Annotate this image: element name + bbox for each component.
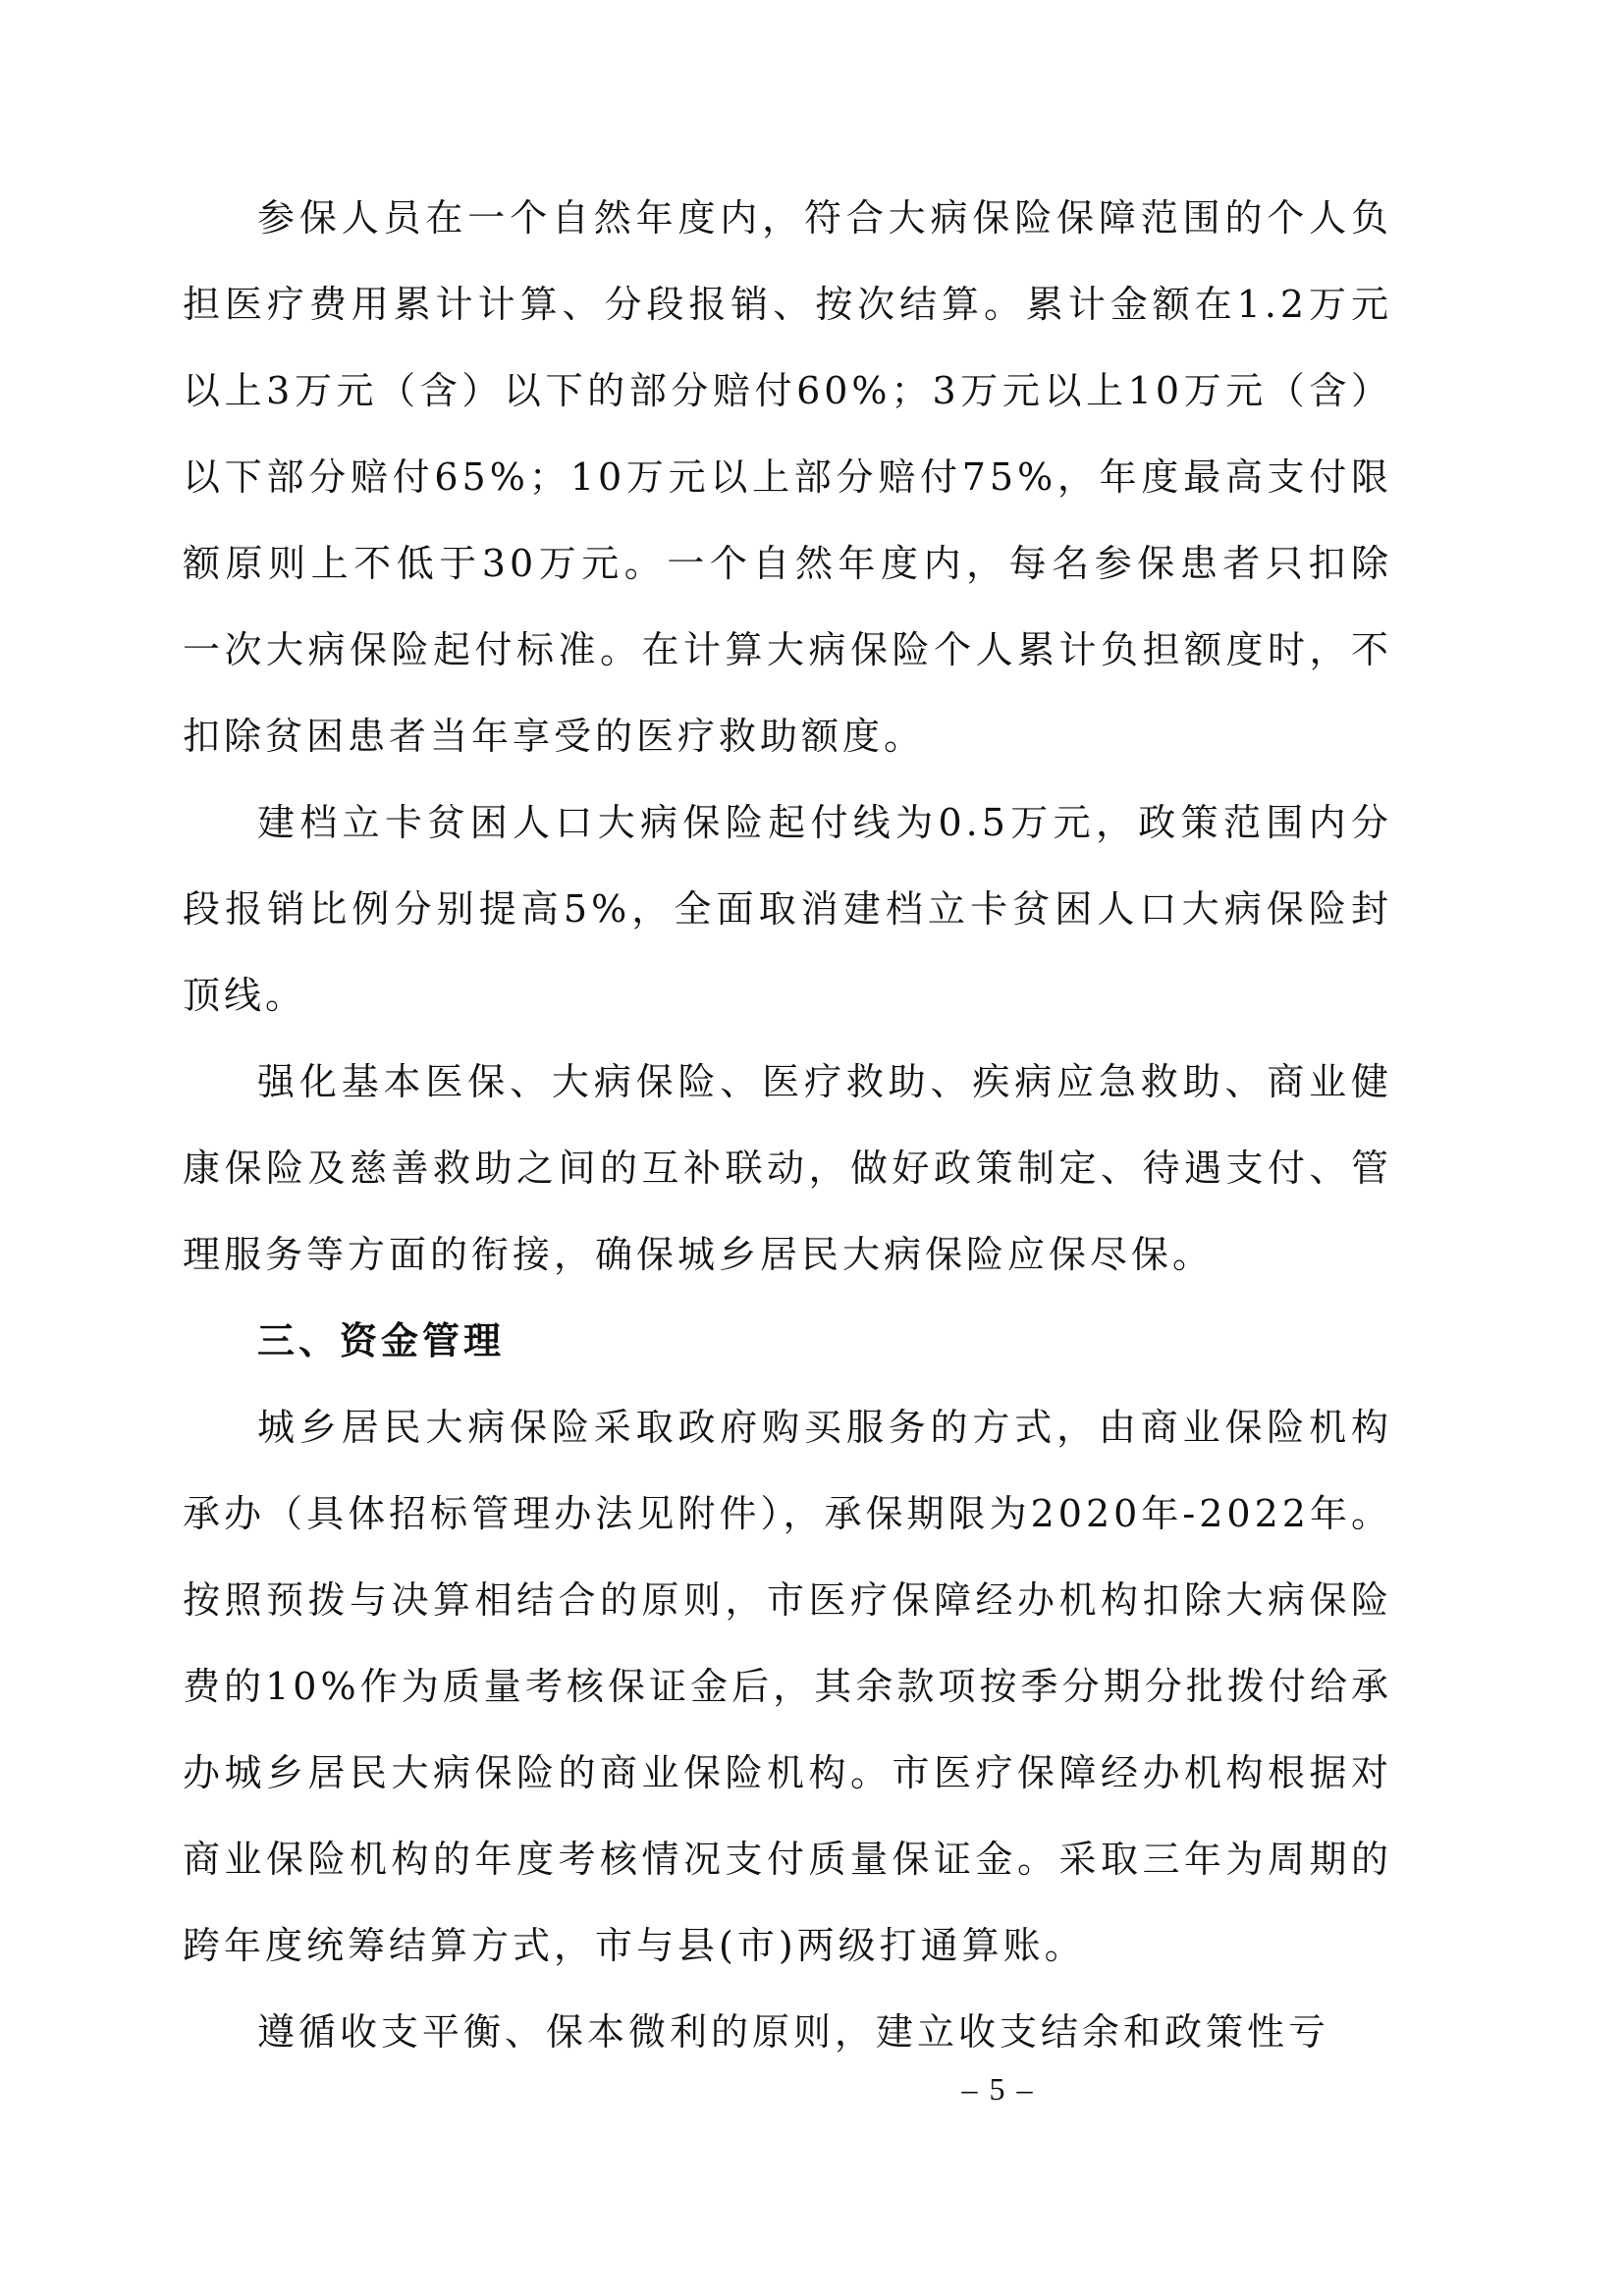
paragraph-coverage-reimbursement: 参保人员在一个自然年度内，符合大病保险保障范围的个人负担医疗费用累计计算、分段报销、按次结算。累计金额在1.2万元以上3万元（含）以下的部分赔付60%；3万元以上10万元（含）以下部分赔付65%；10万元以上部分赔付75%，年度最高支付限额原则上不低于30万元。一个自然年度内，每名参保患者只扣除一次大病保险起付标准。在计算大病保险个人累计负担额度时，不扣除贫困患者当年享受的医疗救助额度。 xyxy=(183,196,1392,758)
section-heading-fund-management: 三、资金管理 xyxy=(257,1319,506,1362)
document-body xyxy=(183,175,1392,2075)
paragraph-balance-principle: 遵循收支平衡、保本微利的原则，建立收支结余和政策性亏 xyxy=(257,2010,1330,2054)
page-number: – 5 – xyxy=(961,2071,1035,2107)
paragraph-coordination: 强化基本医保、大病保险、医疗救助、疾病应急救助、商业健康保险及慈善救助之间的互补联动，做好政策制定、待遇支付、管理服务等方面的衔接，确保城乡居民大病保险应保尽保。 xyxy=(183,1060,1392,1276)
paragraph-poverty-threshold: 建档立卡贫困人口大病保险起付线为0.5万元，政策范围内分段报销比例分别提高5%，全面取消建档立卡贫困人口大病保险封顶线。 xyxy=(183,801,1392,1017)
paragraph-procurement-settlement: 城乡居民大病保险采取政府购买服务的方式，由商业保险机构承办（具体招标管理办法见附件），承保期限为2020年-2022年。按照预拨与决算相结合的原则，市医疗保障经办机构扣除大病保险费的10%作为质量考核保证金后，其余款项按季分期分批拨付给承办城乡居民大病保险的商业保险机构。市医疗保障经办机构根据对商业保险机构的年度考核情况支付质量保证金。采取三年为周期的跨年度统筹结算方式，市与县(市)两级打通算账。 xyxy=(183,1406,1392,1967)
